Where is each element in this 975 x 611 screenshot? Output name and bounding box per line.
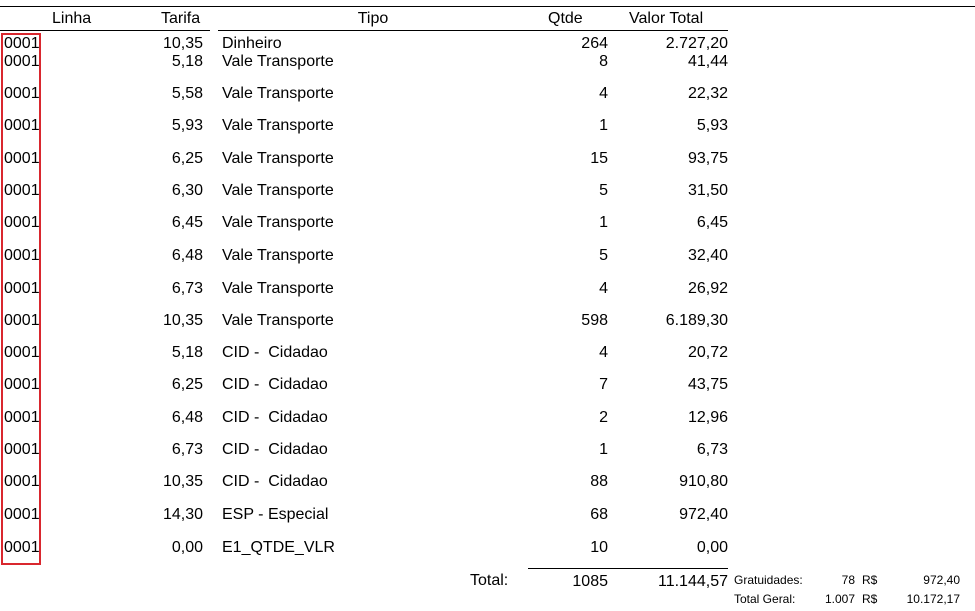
cell-valor-total: 910,80	[679, 473, 728, 490]
cell-linha: 0001	[4, 409, 40, 426]
cell-tipo: CID - Cidadao	[222, 409, 328, 426]
total-geral-qtde: 1.007	[824, 592, 855, 606]
total-label: Total:	[470, 572, 509, 589]
cell-valor-total: 6.189,30	[665, 312, 728, 329]
cell-tarifa: 6,25	[171, 150, 203, 167]
cell-valor-total: 972,40	[679, 506, 728, 523]
cell-tarifa: 14,30	[162, 506, 203, 523]
cell-valor-total: 43,75	[687, 376, 728, 393]
cell-tarifa: 10,35	[162, 312, 203, 329]
cell-linha: 0001	[4, 247, 40, 264]
cell-valor-total: 5,93	[696, 117, 728, 134]
cell-linha: 0001	[4, 85, 40, 102]
cell-qtde: 1	[599, 117, 608, 134]
cell-linha: 0001	[4, 117, 40, 134]
linha-highlight-box	[1, 33, 41, 565]
cell-tarifa: 6,73	[171, 280, 203, 297]
total-qtde: 1085	[572, 573, 608, 590]
cell-tarifa: 10,35	[162, 35, 203, 52]
cell-valor-total: 41,44	[687, 53, 728, 70]
cell-tarifa: 5,58	[171, 85, 203, 102]
cell-qtde: 7	[599, 376, 608, 393]
cell-tarifa: 10,35	[162, 473, 203, 490]
cell-linha: 0001	[4, 344, 40, 361]
cell-tipo: Vale Transporte	[222, 182, 334, 199]
cell-linha: 0001	[4, 280, 40, 297]
cell-qtde: 88	[590, 473, 608, 490]
cell-linha: 0001	[4, 312, 40, 329]
cell-qtde: 264	[581, 35, 608, 52]
cell-tarifa: 6,45	[171, 214, 203, 231]
cell-tipo: CID - Cidadao	[222, 344, 328, 361]
cell-valor-total: 0,00	[696, 539, 728, 556]
header-qtde: Qtde	[548, 10, 583, 27]
cell-valor-total: 12,96	[687, 409, 728, 426]
cell-tarifa: 6,48	[171, 247, 203, 264]
gratuidades-qtde: 78	[841, 573, 855, 587]
cell-tipo: Vale Transporte	[222, 85, 334, 102]
cell-valor-total: 22,32	[687, 85, 728, 102]
cell-valor-total: 6,45	[696, 214, 728, 231]
top-rule	[0, 6, 975, 7]
total-geral-valor: 10.172,17	[906, 592, 960, 606]
cell-tarifa: 6,73	[171, 441, 203, 458]
cell-tipo: Vale Transporte	[222, 312, 334, 329]
cell-linha: 0001	[4, 214, 40, 231]
cell-linha: 0001	[4, 506, 40, 523]
cell-linha: 0001	[4, 150, 40, 167]
cell-linha: 0001	[4, 182, 40, 199]
cell-tipo: Vale Transporte	[222, 214, 334, 231]
cell-qtde: 5	[599, 182, 608, 199]
cell-linha: 0001	[4, 441, 40, 458]
cell-tipo: Vale Transporte	[222, 247, 334, 264]
cell-linha: 0001	[4, 473, 40, 490]
cell-tarifa: 6,25	[171, 376, 203, 393]
cell-tarifa: 6,30	[171, 182, 203, 199]
cell-tarifa: 0,00	[171, 539, 203, 556]
gratuidades-valor: 972,40	[923, 573, 960, 587]
cell-linha: 0001	[4, 35, 40, 52]
cell-qtde: 598	[581, 312, 608, 329]
header-tipo: Tipo	[357, 10, 389, 27]
cell-valor-total: 6,73	[696, 441, 728, 458]
cell-tarifa: 5,18	[171, 344, 203, 361]
cell-tipo: CID - Cidadao	[222, 473, 328, 490]
cell-qtde: 4	[599, 85, 608, 102]
cell-linha: 0001	[4, 53, 40, 70]
cell-tipo: Dinheiro	[222, 35, 282, 52]
cell-tipo: CID - Cidadao	[222, 441, 328, 458]
cell-valor-total: 26,92	[687, 280, 728, 297]
cell-qtde: 2	[599, 409, 608, 426]
cell-qtde: 15	[590, 150, 608, 167]
cell-tipo: E1_QTDE_VLR	[222, 539, 335, 556]
cell-qtde: 8	[599, 53, 608, 70]
cell-tipo: ESP - Especial	[222, 506, 329, 523]
cell-linha: 0001	[4, 376, 40, 393]
cell-valor-total: 2.727,20	[665, 35, 728, 52]
gratuidades-currency: R$	[862, 573, 878, 587]
total-geral-currency: R$	[862, 592, 878, 606]
total-geral-label: Total Geral:	[734, 592, 796, 606]
cell-qtde: 68	[590, 506, 608, 523]
cell-tipo: Vale Transporte	[222, 280, 334, 297]
header-linha: Linha	[52, 10, 92, 27]
header-tarifa: Tarifa	[161, 10, 201, 27]
total-valor: 11.144,57	[658, 573, 728, 590]
cell-valor-total: 93,75	[687, 150, 728, 167]
cell-tarifa: 6,48	[171, 409, 203, 426]
cell-tipo: Vale Transporte	[222, 150, 334, 167]
cell-tipo: Vale Transporte	[222, 53, 334, 70]
header-underline-tipo	[218, 30, 528, 31]
cell-qtde: 10	[590, 539, 608, 556]
gratuidades-label: Gratuidades:	[734, 573, 803, 587]
cell-tipo: CID - Cidadao	[222, 376, 328, 393]
cell-tipo: Vale Transporte	[222, 117, 334, 134]
cell-tarifa: 5,18	[171, 53, 203, 70]
cell-valor-total: 32,40	[687, 247, 728, 264]
total-rule	[528, 568, 728, 569]
cell-valor-total: 31,50	[687, 182, 728, 199]
header-underline-left	[0, 30, 210, 31]
header-valor-total: Valor Total	[629, 10, 704, 27]
cell-qtde: 4	[599, 280, 608, 297]
cell-valor-total: 20,72	[687, 344, 728, 361]
cell-qtde: 1	[599, 214, 608, 231]
cell-tarifa: 5,93	[171, 117, 203, 134]
cell-linha: 0001	[4, 539, 40, 556]
header-underline-right	[528, 30, 728, 31]
cell-qtde: 1	[599, 441, 608, 458]
cell-qtde: 4	[599, 344, 608, 361]
cell-qtde: 5	[599, 247, 608, 264]
